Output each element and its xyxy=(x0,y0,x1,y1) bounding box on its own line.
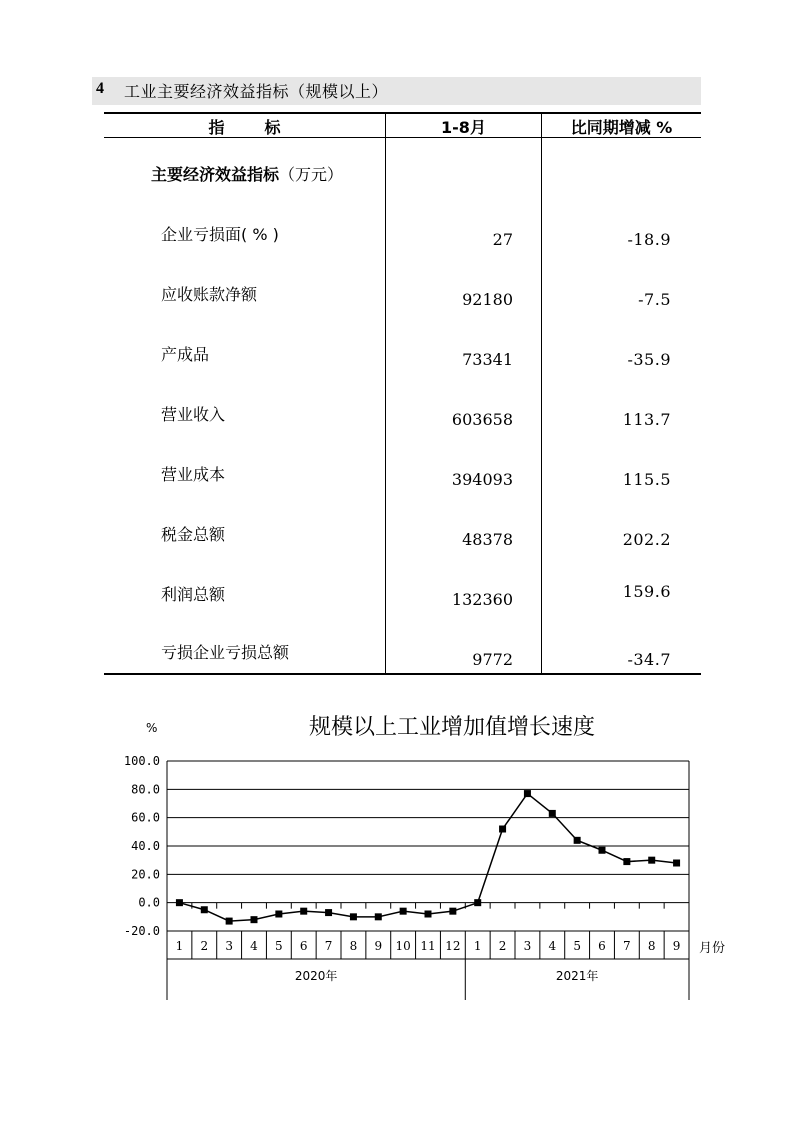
row-change: 115.5 xyxy=(622,470,671,489)
x-tick-label: 6 xyxy=(598,939,606,953)
data-point xyxy=(201,906,208,913)
indicator-table xyxy=(104,112,701,676)
y-tick-label: 20.0 xyxy=(131,867,160,882)
y-tick-label: 40.0 xyxy=(131,839,160,853)
row-value: 9772 xyxy=(472,650,513,669)
row-label: 应收账款净额 xyxy=(161,285,258,304)
y-tick-label: 0.0 xyxy=(138,895,160,910)
row-label: 营业成本 xyxy=(161,465,226,484)
x-tick-label: 3 xyxy=(225,939,233,953)
data-point xyxy=(275,911,282,918)
row-change: -35.9 xyxy=(627,350,671,369)
subsection-label-unit: （万元） xyxy=(279,165,344,184)
data-point xyxy=(549,810,556,817)
data-point xyxy=(499,826,506,833)
x-tick-label: 7 xyxy=(623,939,631,953)
x-axis-label: 月份 xyxy=(699,941,726,956)
x-tick-label: 4 xyxy=(548,939,557,953)
row-label: 亏损企业亏损总额 xyxy=(161,643,290,662)
y-tick-label: 100.0 xyxy=(123,754,160,768)
data-point xyxy=(325,909,332,916)
data-point xyxy=(226,918,233,925)
data-point xyxy=(350,913,357,920)
data-point xyxy=(176,899,183,906)
data-point xyxy=(673,860,680,867)
subsection-label xyxy=(151,162,343,185)
series-line xyxy=(179,794,676,922)
x-tick-label: 4 xyxy=(250,939,258,953)
x-tick-label: 2 xyxy=(498,939,507,953)
row-value: 27 xyxy=(492,230,513,249)
data-point xyxy=(300,908,307,915)
data-point xyxy=(425,911,432,918)
group-label: 2020年 xyxy=(294,969,338,983)
x-tick-label: 5 xyxy=(573,939,581,953)
section-title: 工业主要经济效益指标（规模以上） xyxy=(124,82,389,101)
x-tick-label: 8 xyxy=(349,939,358,953)
data-point xyxy=(623,858,630,865)
row-label: 利润总额 xyxy=(161,585,226,604)
row-value: 394093 xyxy=(451,470,513,489)
table-top-rule xyxy=(104,112,701,114)
row-value: 48378 xyxy=(462,530,513,549)
growth-chart-svg xyxy=(100,700,740,1000)
group-label: 2021年 xyxy=(555,969,599,983)
data-point xyxy=(574,837,581,844)
data-point xyxy=(524,790,531,797)
x-tick-label: 2 xyxy=(200,939,209,953)
column-divider xyxy=(385,112,386,675)
x-tick-label: 7 xyxy=(324,939,333,953)
data-point xyxy=(648,857,655,864)
chart-title: 规模以上工业增加值增长速度 xyxy=(308,715,596,740)
y-tick-label: 60.0 xyxy=(131,810,160,825)
y-tick-label: -20.0 xyxy=(123,924,160,938)
data-point xyxy=(474,899,481,906)
row-label: 企业亏损面( % ) xyxy=(161,225,279,244)
row-value: 92180 xyxy=(462,290,513,309)
subsection-label-bold: 主要经济效益指标 xyxy=(151,165,280,184)
x-tick-label: 1 xyxy=(175,939,184,953)
data-point xyxy=(449,908,456,915)
row-label: 税金总额 xyxy=(161,525,226,544)
y-axis-unit: % xyxy=(146,721,158,735)
table-bottom-rule xyxy=(104,673,701,675)
column-divider xyxy=(541,112,542,675)
header-change: 比同期增减 % xyxy=(570,118,673,137)
x-tick-label: 5 xyxy=(275,939,283,953)
x-tick-label: 1 xyxy=(473,939,482,953)
row-value: 132360 xyxy=(451,590,513,609)
x-tick-label: 9 xyxy=(672,939,681,953)
row-change: -18.9 xyxy=(627,230,671,249)
x-tick-label: 6 xyxy=(299,939,308,953)
x-tick-label: 12 xyxy=(445,939,461,953)
row-change: 113.7 xyxy=(622,410,671,429)
x-tick-label: 8 xyxy=(647,939,656,953)
x-tick-label: 10 xyxy=(395,939,411,953)
growth-chart xyxy=(100,700,740,1000)
x-tick-label: 11 xyxy=(420,939,436,953)
row-value: 73341 xyxy=(462,350,513,369)
row-change: 159.6 xyxy=(622,582,671,601)
y-tick-label: 80.0 xyxy=(131,782,160,797)
data-point xyxy=(375,913,382,920)
x-tick-label: 9 xyxy=(374,939,383,953)
x-tick-label: 3 xyxy=(523,939,532,953)
row-label: 产成品 xyxy=(161,345,210,364)
data-point xyxy=(599,847,606,854)
header-indicator: 指标 xyxy=(208,118,321,137)
data-point xyxy=(400,908,407,915)
row-change: -34.7 xyxy=(627,650,671,669)
section-header xyxy=(92,77,701,105)
row-change: 202.2 xyxy=(622,530,671,549)
header-period: 1-8月 xyxy=(441,118,486,137)
data-point xyxy=(251,916,258,923)
row-label: 营业收入 xyxy=(161,405,226,424)
section-number: 4 xyxy=(96,80,104,97)
row-change: -7.5 xyxy=(638,290,671,309)
row-value: 603658 xyxy=(451,410,513,429)
